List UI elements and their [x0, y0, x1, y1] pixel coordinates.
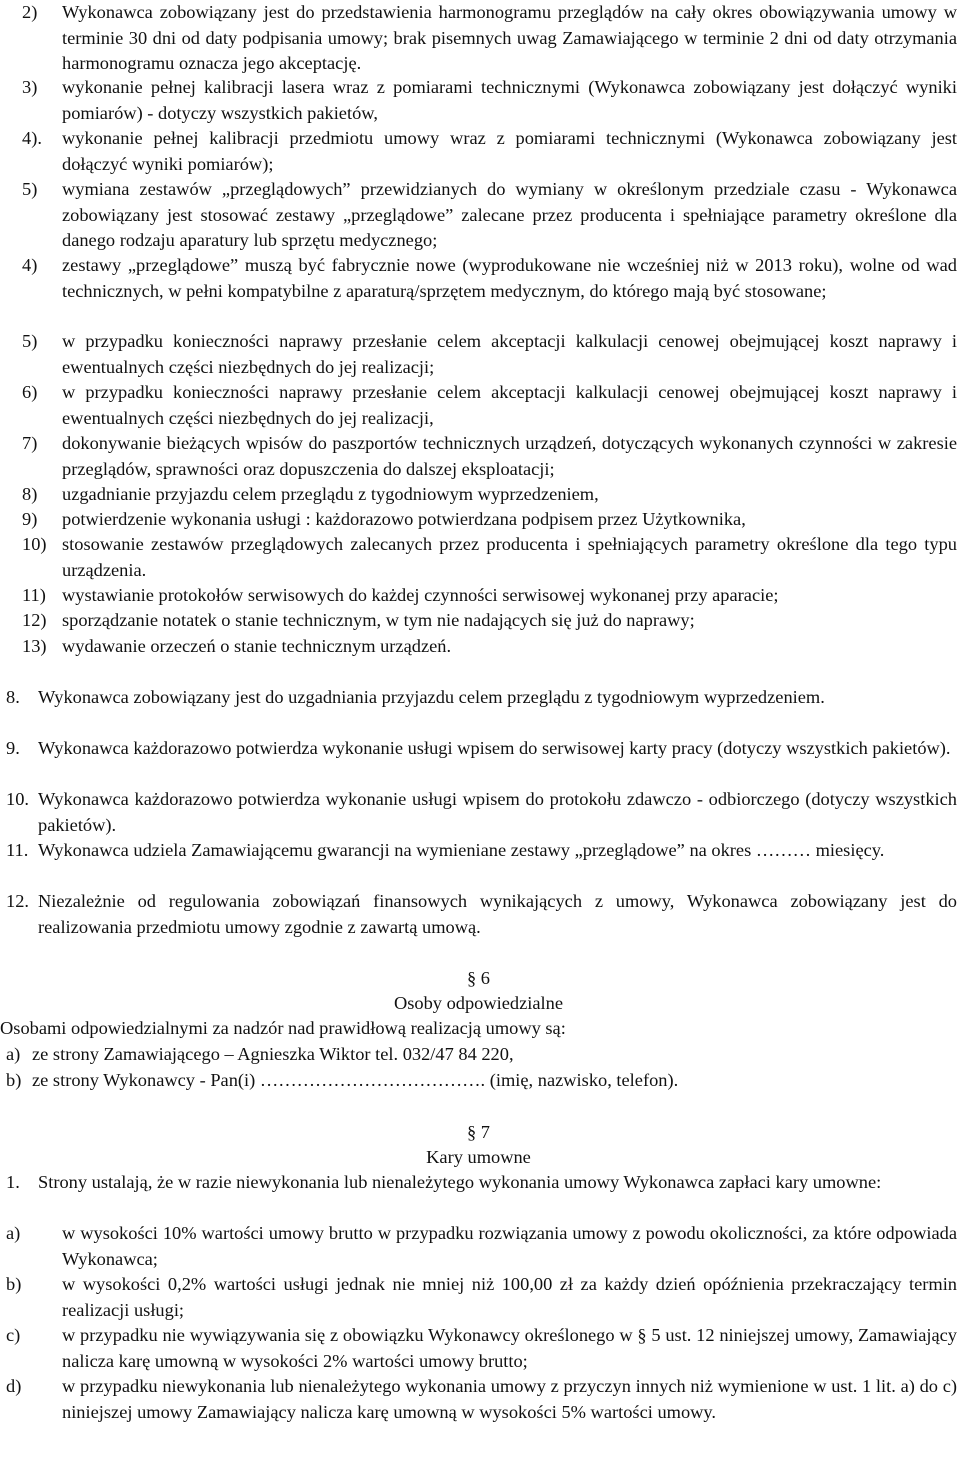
clause-text: Wykonawca zobowiązany jest do uzgadniania przyjazdu celem przeglądu z tygodniowym wyprzedzeniem. [38, 687, 825, 707]
service-item-text: wykonanie pełnej kalibracji lasera wraz z pomiarami technicznymi (Wykonawca zobowiązany jest dołączyć wyniki pomiarów) - dotyczy wszystkich pakietów, [62, 77, 957, 123]
service-item-number: 6) [22, 382, 38, 402]
clause-text: Wykonawca każdorazowo potwierdza wykonanie usługi wpisem do protokołu zdawczo - odbiorczego (dotyczy wszystkich pakietów). [38, 789, 957, 835]
penalty-item-text: w przypadku niewykonania lub nienależytego wykonania umowy z przyczyn innych niż wymienione w ust. 1 lit. a) do c) niniejszej umowy Zamawiający nalicza karę umowną w wysokości 5% wartości umowy. [62, 1376, 957, 1422]
service-item-number: 5) [22, 331, 38, 351]
service-item [0, 507, 957, 533]
clause-text: Wykonawca udziela Zamawiającemu gwarancji na wymieniane zestawy „przeglądowe” na okres ……… miesięcy. [38, 840, 885, 860]
service-item-text: dokonywanie bieżących wpisów do paszportów technicznych urządzeń, dotyczących wykonanych czynności w zakresie przeglądów, sprawności oraz dopuszczenia do dalszej eksploatacji; [62, 433, 957, 479]
service-item-text: w przypadku konieczności naprawy przesłanie celem akceptacji kalkulacji cenowej obejmującej koszt naprawy i ewentualnych części niezbędnych do jej realizacji; [62, 331, 957, 377]
penalty-item-letter: d) [6, 1376, 22, 1396]
clause-number: 12. [6, 891, 29, 911]
clause-text: Wykonawca każdorazowo potwierdza wykonanie usługi wpisem do serwisowej karty pracy (dotyczy wszystkich pakietów). [38, 738, 951, 758]
penalty-item [0, 1272, 957, 1323]
section-7-intro [0, 1170, 957, 1196]
penalty-item-text: w wysokości 10% wartości umowy brutto w przypadku rozwiązania umowy z powodu okoliczności, za które odpowiada Wykonawca; [62, 1223, 957, 1269]
service-item-text: wystawianie protokołów serwisowych do każdej czynności serwisowej wykonanej przy aparacie; [62, 585, 779, 605]
clause-item [0, 889, 957, 940]
clause-number: 9. [6, 738, 20, 758]
service-item-text: zestawy „przeglądowe” muszą być fabrycznie nowe (wyprodukowane nie wcześniej niż w 2013 roku), wolne od wad technicznych, w pełni kompatybilne z aparaturą/sprzętem medycznym, do którego mają być stosowane; [62, 255, 957, 301]
service-item [0, 0, 957, 77]
clause-text: Niezależnie od regulowania zobowiązań finansowych wynikających z umowy, Wykonawca zobowiązany jest do realizowania przedmiotu umowy zgodnie z zawartą umową. [38, 891, 957, 937]
service-item-text: stosowanie zestawów przeglądowych zalecanych przez producenta i spełniających parametry określone dla tego typu urządzenia. [62, 534, 957, 580]
service-item-number: 5) [22, 179, 38, 199]
service-item-number: 7) [22, 433, 38, 453]
service-item-text: uzgadnianie przyjazdu celem przeglądu z tygodniowym wyprzedzeniem, [62, 484, 599, 504]
person-item-letter: a) [6, 1044, 21, 1064]
service-item-text: wykonanie pełnej kalibracji przedmiotu umowy wraz z pomiarami technicznymi (Wykonawca zobowiązany jest dołączyć wyniki pomiarów); [62, 128, 957, 174]
service-item [0, 177, 957, 254]
service-item [0, 329, 957, 380]
service-item [0, 482, 957, 508]
service-item [0, 380, 957, 431]
section-7-number: § 7 [467, 1122, 490, 1142]
service-item-number: 2) [22, 2, 38, 22]
section-6-title: Osoby odpowiedzialne [393, 993, 564, 1013]
service-item-number: 8) [22, 484, 38, 504]
service-item-number: 11) [22, 585, 46, 605]
service-item-number: 3) [22, 77, 38, 97]
section-6-intro: Osobami odpowiedzialnymi za nadzór nad prawidłową realizacją umowy są: [0, 1018, 566, 1038]
service-item-text: wydawanie orzeczeń o stanie technicznym urządzeń. [62, 636, 452, 656]
clause-item [0, 685, 957, 711]
penalty-item-text: w wysokości 0,2% wartości usługi jednak nie mniej niż 100,00 zł za każdy dzień opóźnienia przekraczający termin realizacji usługi; [62, 1274, 957, 1320]
service-item [0, 532, 957, 583]
person-item-letter: b) [6, 1070, 22, 1090]
service-item-number: 4) [22, 255, 38, 275]
clause-number: 8. [6, 687, 20, 707]
penalty-item [0, 1221, 957, 1272]
section-7-intro-text: Strony ustalają, że w razie niewykonania lub nienależytego wykonania umowy Wykonawca zapłaci kary umowne: [38, 1172, 882, 1192]
service-item [0, 431, 957, 482]
clause-item [0, 838, 957, 864]
service-item-number: 4). [22, 128, 42, 148]
person-item [0, 1068, 957, 1094]
service-item-text: sporządzanie notatek o stanie technicznym, w tym nie nadających się już do naprawy; [62, 610, 695, 630]
service-item-text: w przypadku konieczności naprawy przesłanie celem akceptacji kalkulacji cenowej obejmującej koszt naprawy i ewentualnych części niezbędnych do jej realizacji, [62, 382, 957, 428]
person-item-text: ze strony Wykonawcy - Pan(i) ………………………………. (imię, nazwisko, telefon). [32, 1070, 679, 1090]
section-7-intro-number: 1. [6, 1172, 20, 1192]
service-item-number: 10) [22, 534, 47, 554]
service-item-number: 13) [22, 636, 47, 656]
penalty-item [0, 1323, 957, 1374]
service-item [0, 75, 957, 126]
section-7-title: Kary umowne [426, 1147, 531, 1167]
clause-item [0, 736, 957, 762]
penalty-item [0, 1374, 957, 1425]
service-item [0, 608, 957, 634]
service-item-text: Wykonawca zobowiązany jest do przedstawienia harmonogramu przeglądów na cały okres obowiązywania umowy w terminie 30 dni od daty podpisania umowy; brak pisemnych uwag Zamawiającego w terminie 2 dni od daty otrzymania harmonogramu oznacza jego akceptację. [62, 2, 957, 73]
service-item-text: wymiana zestawów „przeglądowych” przewidzianych do wymiany w określonym przedziale czasu - Wykonawca zobowiązany jest stosować zestawy „przeglądowe” zalecane przez producenta i spełniające parametry określone dla danego rodzaju aparatury lub sprzętu medycznego; [62, 179, 957, 250]
service-item [0, 126, 957, 177]
service-item [0, 634, 957, 660]
penalty-item-letter: c) [6, 1325, 21, 1345]
section-6-number: § 6 [467, 968, 490, 988]
service-item [0, 253, 957, 304]
clause-number: 11. [6, 840, 29, 860]
person-item [0, 1042, 957, 1068]
penalty-item-text: w przypadku nie wywiązywania się z obowiązku Wykonawcy określonego w § 5 ust. 12 niniejszej umowy, Zamawiający nalicza karę umowną w wysokości 2% wartości umowy brutto; [62, 1325, 957, 1371]
service-item-number: 12) [22, 610, 47, 630]
service-item-number: 9) [22, 509, 38, 529]
penalty-item-letter: a) [6, 1223, 21, 1243]
clause-number: 10. [6, 789, 29, 809]
clause-item [0, 787, 957, 838]
service-item-text: potwierdzenie wykonania usługi : każdorazowo potwierdzana podpisem przez Użytkownika, [62, 509, 746, 529]
service-item [0, 583, 957, 609]
person-item-text: ze strony Zamawiającego – Agnieszka Wiktor tel. 032/47 84 220, [32, 1044, 514, 1064]
penalty-item-letter: b) [6, 1274, 22, 1294]
